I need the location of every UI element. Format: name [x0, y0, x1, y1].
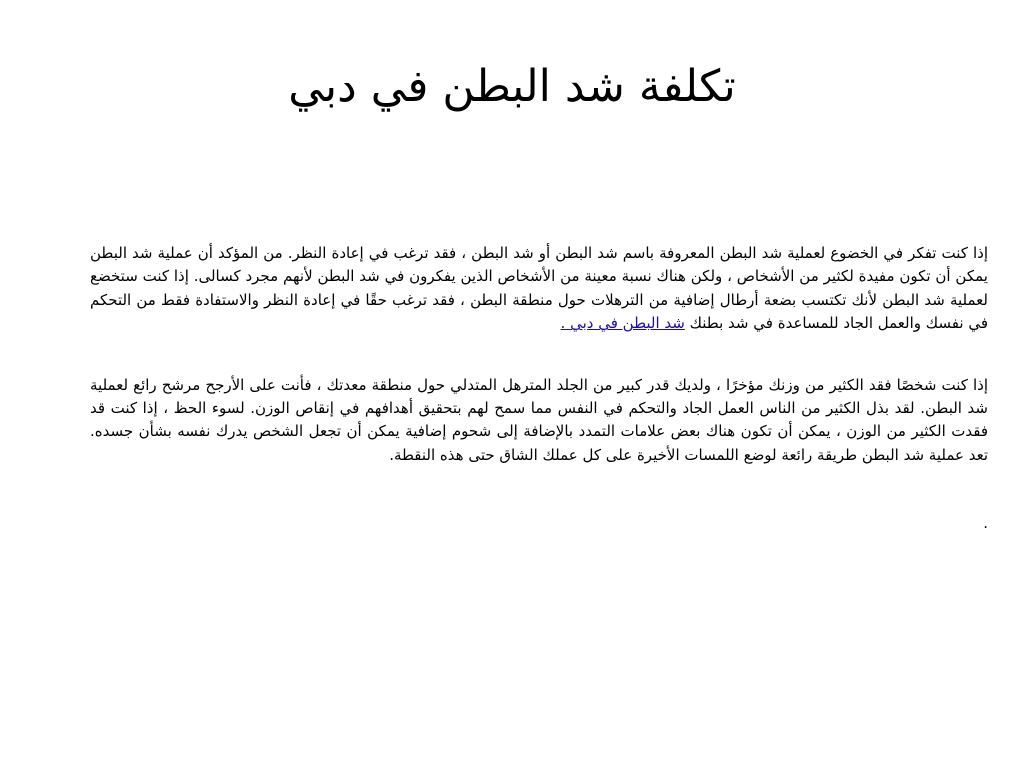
- paragraph-3: .: [983, 514, 988, 533]
- slide-title: تكلفة شد البطن في دبي: [288, 61, 736, 112]
- paragraph-1-text: إذا كنت تفكر في الخضوع لعملية شد البطن المعروفة باسم شد البطن أو شد البطن ، فقد ترغب في إعادة النظر. من المؤكد أن عملية شد البطن يمكن أن تكون مفيدة لكثير من الأشخاص ، ولكن هناك نسبة معينة من الأشخاص الذين يفكرون في شد البطن لأنهم مجرد كسالى. إذا كنت ستخضع لعملية شد البطن لأنك تكتسب بضعة أرطال إضافية من الترهلات حول منطقة البطن ، فقد ترغب حقًا في إعادة النظر والاستفادة فقط من التحكم في نفسك والعمل الجاد للمساعدة في شد بطنك: [90, 244, 988, 333]
- tummy-tuck-dubai-link[interactable]: شد البطن في دبي: [570, 314, 685, 333]
- paragraph-1: [90, 242, 988, 336]
- slide-body: [90, 242, 988, 536]
- paragraph-2: إذا كنت شخصًا فقد الكثير من وزنك مؤخرًا ، ولديك قدر كبير من الجلد المترهل المتدلي حول منطقة معدتك ، فأنت على الأرجح مرشح رائع لعملية شد البطن. لقد بذل الكثير من الناس العمل الجاد والتحكم في النفس مما سمح لهم بتحقيق أهدافهم في إنقاص الوزن. لسوء الحظ ، إذا كنت قد فقدت الكثير من الوزن ، يمكن أن تكون هناك بعض علامات التمدد بالإضافة إلى شحوم إضافية يمكن أن تجعل الشخص يدرك نفسه بشأن جسده. تعد عملية شد البطن طريقة رائعة لوضع اللمسات الأخيرة على كل عملك الشاق حتى هذه النقطة.: [90, 375, 988, 464]
- link-trailing-period[interactable]: .: [560, 314, 571, 333]
